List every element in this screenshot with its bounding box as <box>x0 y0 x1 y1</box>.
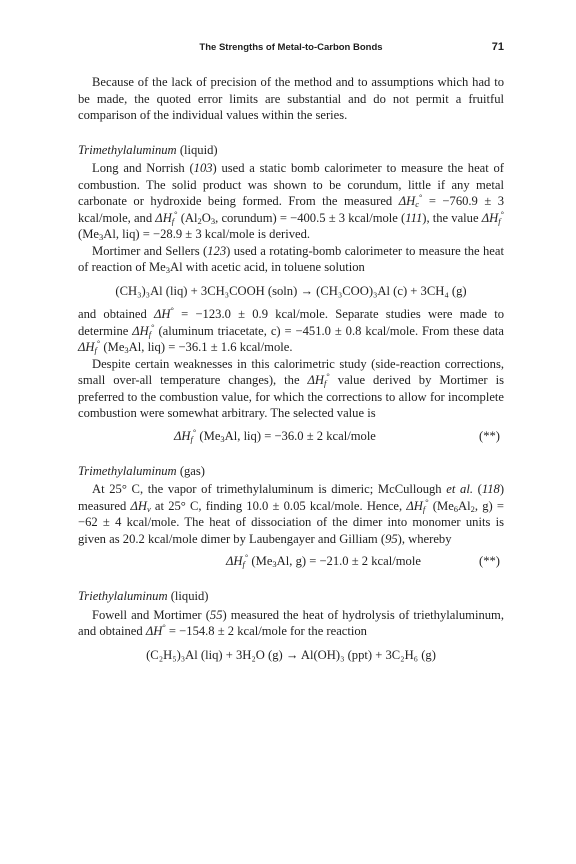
section-heading-me3al-liquid: Trimethylaluminum (liquid) <box>78 142 218 157</box>
page-header <box>78 40 504 56</box>
document-page <box>78 40 504 670</box>
paragraph-dimer: At 25° C, the vapor of trimethylaluminum is dimeric; McCullough et al. (118) measured $\Delta H_v$ at 25° C, finding 10.0 ± 0.05 kcal/mole. Hence, $\Delta H_f^\circ$ ($Me_6Al_2$, g) = −62 ± 4 kcal/mole. The heat of dissociation of the dimer into monomer units is given as 20.2 kcal/mole dimer by Laubengayer and Gilliam (95), whereby <box>78 482 505 546</box>
page-number: 71 <box>491 41 504 53</box>
selected-value-mark: (**) <box>479 554 500 568</box>
equation-acetic-acid-reaction: (CH₃)₃Al (liq) + 3CH₃COOH (soln) → (CH₃COO)₃Al (c) + 3CH₄ (g) <box>115 283 467 298</box>
running-title: The Strengths of Metal-to-Carbon Bonds <box>199 42 383 53</box>
selected-value-expression: $\Delta H_f^\circ$ ($Me_3Al$, liq) = −36.0 ± 2 kcal/mole <box>174 426 376 444</box>
section-heading-me3al-gas: Trimethylaluminum (gas) <box>78 463 205 478</box>
selected-value-expression: $\Delta H_f^\circ$ ($Me_3Al$, g) = −21.0 ± 2 kcal/mole <box>226 552 421 569</box>
paragraph-obtained: and obtained ΔH° = −123.0 ± 0.9 kcal/mole. Separate studies were made to determine $\Delta H_f^\circ$ (aluminum triacetate, c) = −451.0 ± 0.8 kcal/mole. From these data $\Delta H_f^\circ$ ($Me_3Al$, liq) = −36.1 ± 1.6 kcal/mole. <box>78 305 505 355</box>
paragraph-hydrolysis: Fowell and Mortimer (55) measured the heat of hydrolysis of triethylaluminum, and obtained ΔH° = −154.8 ± 2 kcal/mole for the reaction <box>78 607 504 638</box>
section-heading-et3al-liquid: Triethylaluminum (liquid) <box>78 589 209 603</box>
paragraph-intro: Because of the lack of precision of the method and to assumptions which had to be made, the quoted error limits are substantial and do not permit a fruitful comparison of the individual values within the series. <box>78 75 504 122</box>
paragraph-combustion: Long and Norrish (103) used a static bomb calorimeter to measure the heat of combustion. The solid product was shown to be corundum, little if any metal carbonate or hydroxide being formed. From the measured $\Delta H_c^\circ = -760.9 \pm 3$ kcal/mole, and $\Delta H_f^\circ$ ($Al_2O_3$, corundum) = −400.5 ± 3 kcal/mole (111), the value $\Delta H_f^\circ$ ($Me_3Al$, liq) = −28.9 ± 3 kcal/mole is derived. <box>78 161 505 242</box>
equation-hydrolysis-reaction: (C₂H₅)₃Al (liq) + 3H₂O (g) → Al(OH)₃ (ppt) + 3C₂H₆ (g) <box>146 647 436 662</box>
paragraph-mortimer-sellers: Mortimer and Sellers (123) used a rotating-bomb calorimeter to measure the heat of reaction of $Me_3Al$ with acetic acid, in toluene solution <box>78 243 504 275</box>
selected-value-mark: (**) <box>479 428 500 443</box>
selected-value-me3al-liquid <box>78 428 504 445</box>
selected-value-me3al-gas <box>78 553 504 570</box>
paragraph-despite: Despite certain weaknesses in this calorimetric study (side-reaction corrections, small over-all temperature changes), the $\Delta H_f^\circ$ value derived by Mortimer is preferred to the combustion value, for which the corrections to allow for incomplete combustion were somewhat arbitrary. The selected value is <box>78 356 504 420</box>
